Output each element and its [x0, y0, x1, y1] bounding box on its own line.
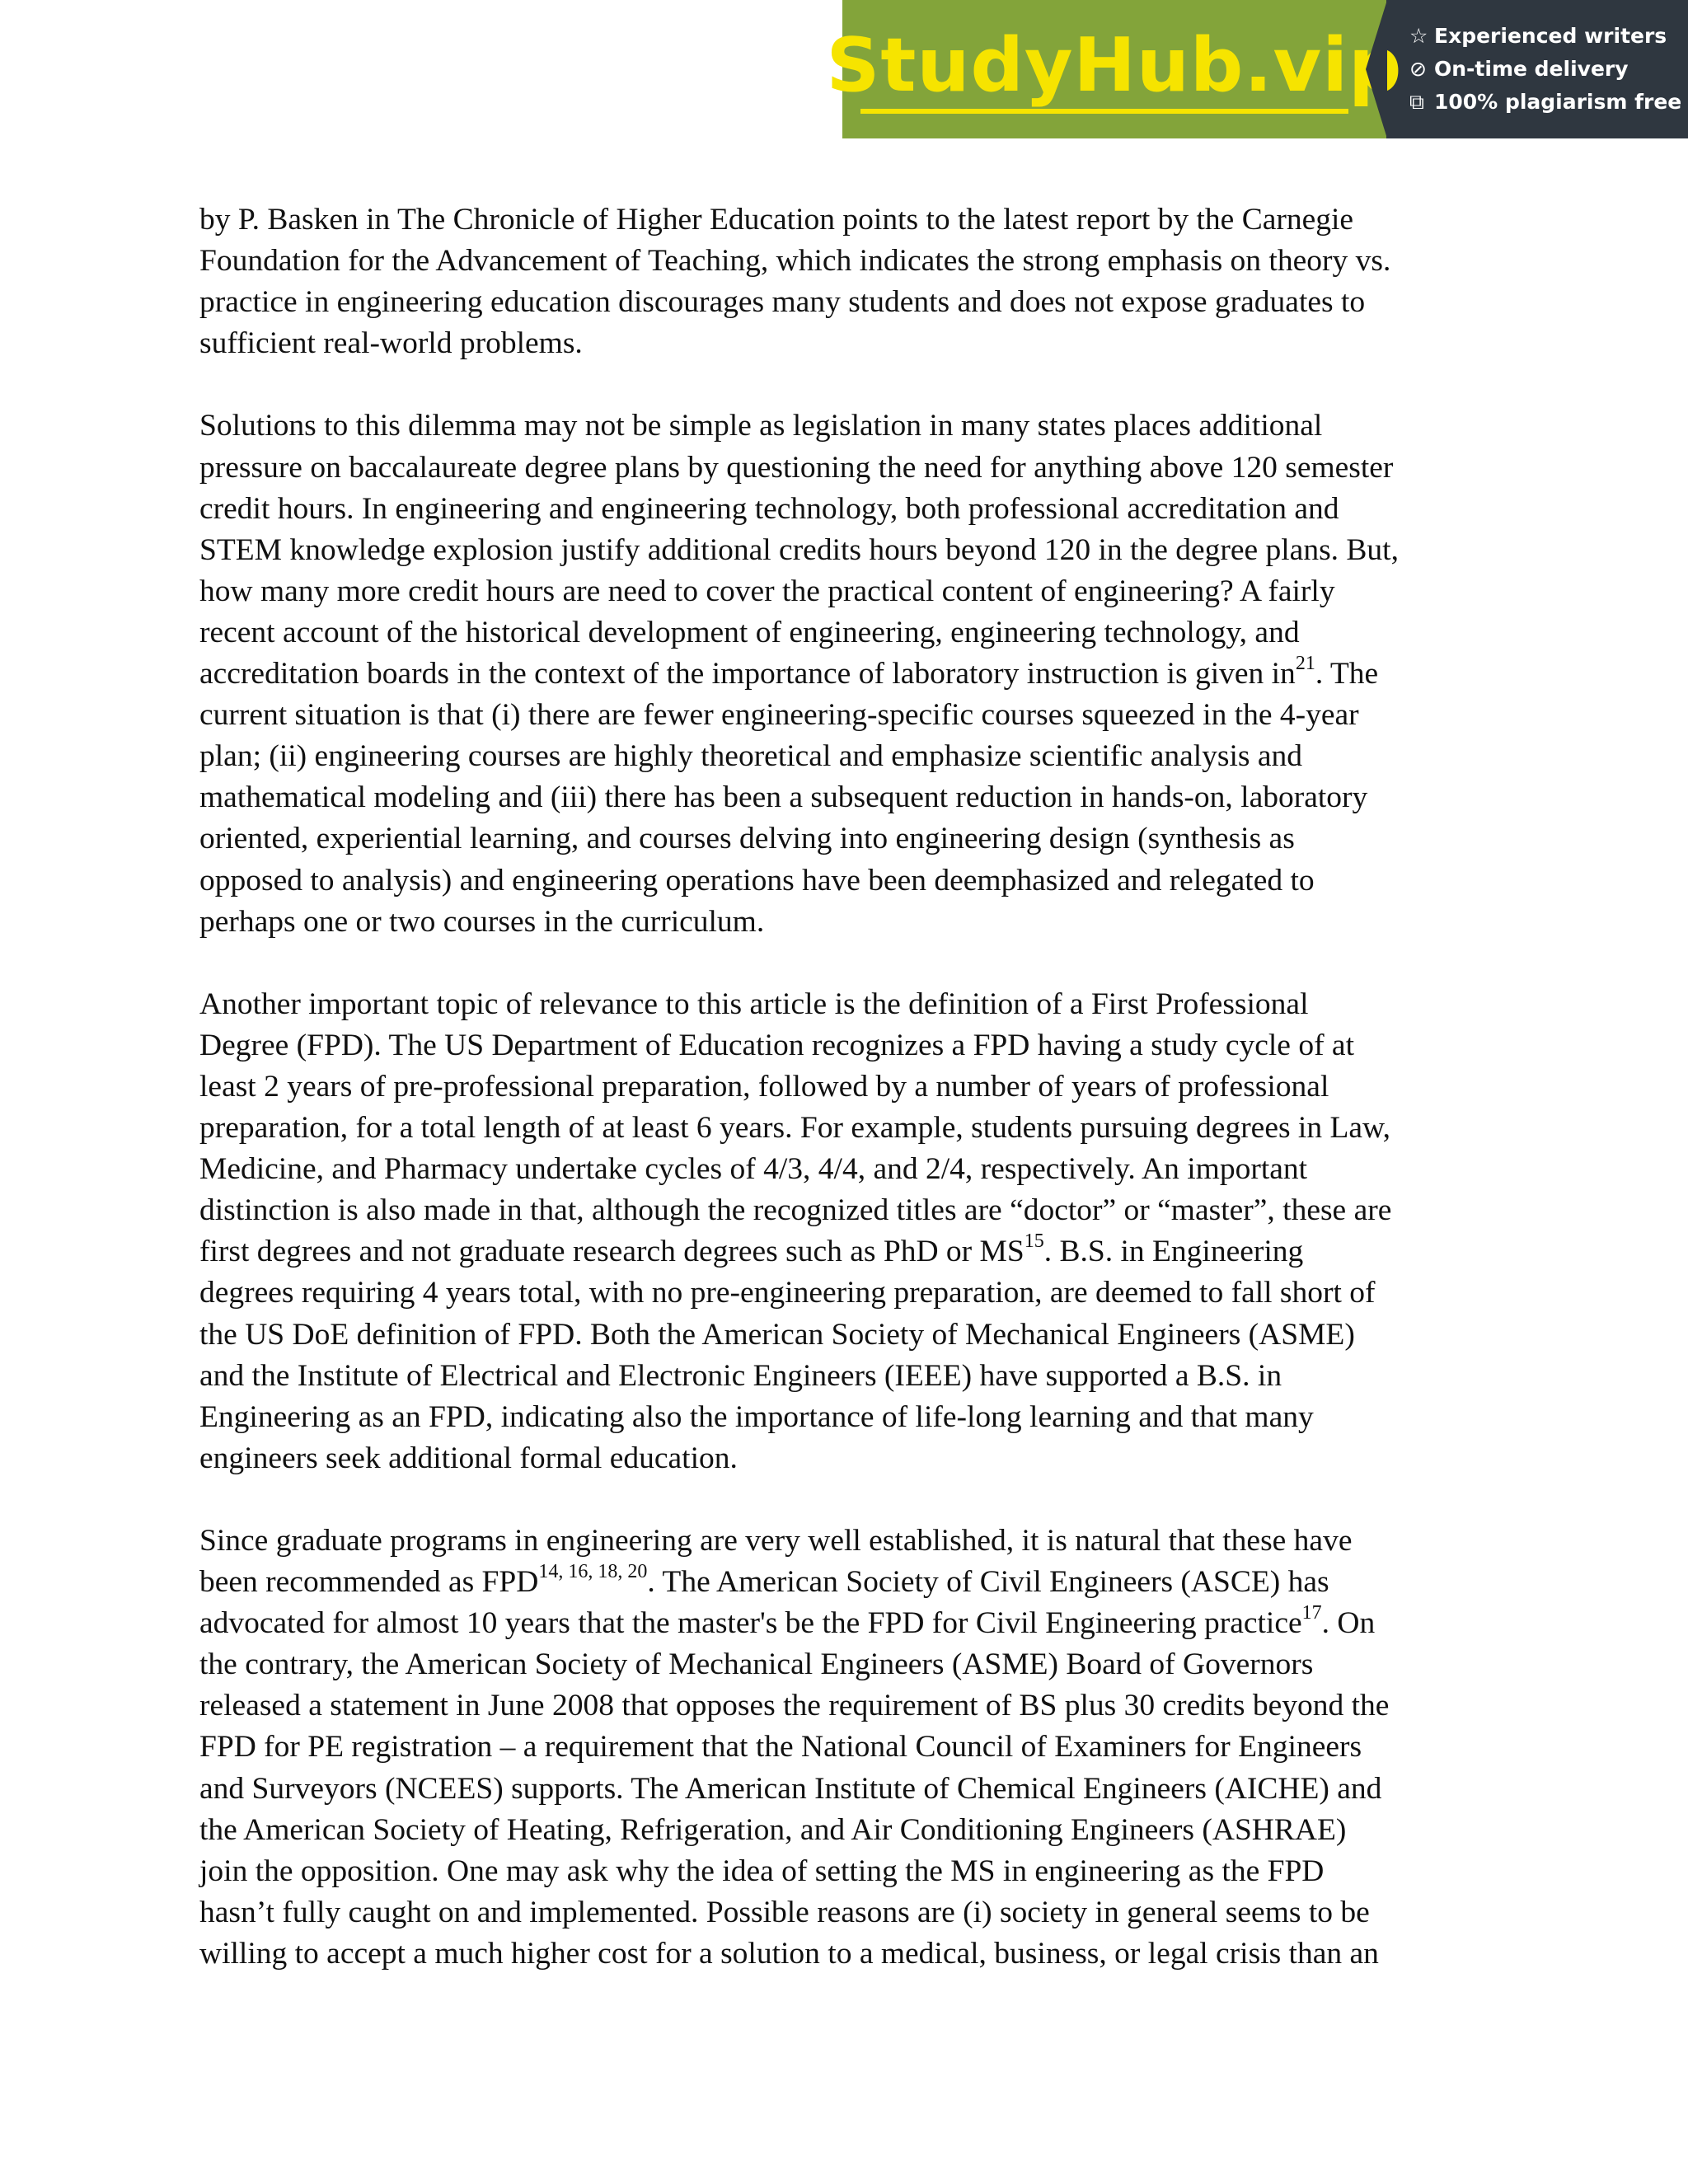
text-line: and Surveyors (NCEES) supports. The American Institute of Chemical Engineers (AICHE) and	[199, 1771, 1382, 1806]
text-line: practice in engineering education discourages many students and does not expose graduates to	[199, 285, 1366, 320]
text-line: the US DoE definition of FPD. Both the American Society of Mechanical Engineers (ASME)	[199, 1317, 1355, 1352]
text-segment: . The	[1315, 657, 1379, 691]
clock-icon: ⊘	[1409, 57, 1427, 81]
text-segment: . On	[1321, 1606, 1376, 1641]
text-line: Foundation for the Advancement of Teaching, which indicates the strong emphasis on theory vs.	[199, 244, 1391, 279]
banner-features	[1386, 0, 1688, 138]
document-body	[199, 199, 1502, 1975]
feature-plagiarism-free	[1409, 89, 1688, 115]
studyhub-logo[interactable]	[826, 0, 1403, 138]
text-line: willing to accept a much higher cost for a solution to a medical, business, or legal crisis than an	[199, 1936, 1379, 1971]
text-segment: accreditation boards in the context of the importance of laboratory instruction is given in	[199, 657, 1296, 691]
paragraph-2	[199, 405, 1502, 942]
text-line: mathematical modeling and (iii) there has been a subsequent reduction in hands-on, laboratory	[199, 780, 1368, 815]
text-segment: advocated for almost 10 years that the master's be the FPD for Civil Engineering practice	[199, 1606, 1302, 1641]
paragraph-1	[199, 199, 1502, 364]
text-line: least 2 years of pre-professional preparation, followed by a number of years of professional	[199, 1069, 1329, 1104]
text-line: FPD for PE registration – a requirement that the National Council of Examiners for Engineers	[199, 1730, 1362, 1765]
text-line: pressure on baccalaureate degree plans by questioning the need for anything above 120 semester	[199, 450, 1394, 485]
text-line: Degree (FPD). The US Department of Education recognizes a FPD having a study cycle of at	[199, 1028, 1354, 1062]
paragraph-gap	[199, 943, 1502, 984]
text-line: recent account of the historical development of engineering, engineering technology, and	[199, 615, 1300, 649]
paragraph-4	[199, 1521, 1502, 1975]
text-line: current situation is that (i) there are fewer engineering-specific courses squeezed in the 4-year	[199, 698, 1359, 733]
text-line	[199, 1603, 1502, 1644]
text-line: engineers seek additional formal education.	[199, 1441, 738, 1475]
feature-label: 100% plagiarism free	[1434, 90, 1682, 114]
text-line: Another important topic of relevance to this article is the definition of a First Professional	[199, 987, 1309, 1021]
text-line: Medicine, and Pharmacy undertake cycles of 4/3, 4/4, and 2/4, respectively. An important	[199, 1152, 1308, 1187]
text-line: degrees requiring 4 years total, with no pre-engineering preparation, are deemed to fall short of	[199, 1276, 1376, 1310]
text-line: join the opposition. One may ask why the idea of setting the MS in engineering as the FPD	[199, 1854, 1325, 1888]
text-line	[199, 1231, 1502, 1272]
citation-ref: 21	[1295, 652, 1315, 674]
text-line: preparation, for a total length of at least 6 years. For example, students pursuing degrees in Law,	[199, 1111, 1391, 1146]
banner-arrow-divider	[1366, 0, 1387, 138]
paragraph-3	[199, 984, 1502, 1479]
logo-underline	[860, 109, 1348, 114]
text-line: perhaps one or two courses in the curriculum.	[199, 904, 765, 939]
text-line: distinction is also made in that, although the recognized titles are “doctor” or “master”, these are	[199, 1193, 1392, 1228]
feature-on-time-delivery	[1409, 56, 1688, 82]
text-line: hasn’t fully caught on and implemented. Possible reasons are (i) society in general seems to be	[199, 1895, 1370, 1929]
text-segment: been recommended as FPD	[199, 1565, 539, 1600]
text-line: by P. Basken in The Chronicle of Higher Education points to the latest report by the Carnegie	[199, 203, 1354, 237]
text-line: opposed to analysis) and engineering operations have been deemphasized and relegated to	[199, 863, 1315, 898]
text-segment: . B.S. in Engineering	[1043, 1235, 1304, 1269]
paragraph-gap	[199, 1479, 1502, 1521]
text-line: and the Institute of Electrical and Electronic Engineers (IEEE) have supported a B.S. in	[199, 1358, 1282, 1393]
text-line: how many more credit hours are need to cover the practical content of engineering? A fairly	[199, 574, 1335, 608]
text-line: the American Society of Heating, Refrigeration, and Air Conditioning Engineers (ASHRAE)	[199, 1812, 1347, 1847]
citation-ref: 17	[1301, 1601, 1322, 1624]
star-icon: ☆	[1409, 24, 1428, 48]
text-line: sufficient real-world problems.	[199, 326, 583, 361]
text-line	[199, 654, 1502, 695]
studyhub-banner[interactable]	[826, 0, 1688, 138]
text-line	[199, 1562, 1502, 1603]
copy-icon: ⧉	[1409, 90, 1424, 114]
text-segment: . The American Society of Civil Engineers (ASCE) has	[647, 1565, 1329, 1600]
feature-experienced-writers	[1409, 23, 1688, 49]
logo-text: StudyHub.vip	[826, 22, 1403, 109]
citation-ref: 15	[1024, 1230, 1044, 1252]
text-line: Engineering as an FPD, indicating also the importance of life-long learning and that many	[199, 1399, 1314, 1434]
text-line: the contrary, the American Society of Mechanical Engineers (ASME) Board of Governors	[199, 1647, 1314, 1682]
paragraph-gap	[199, 364, 1502, 405]
text-segment: first degrees and not graduate research degrees such as PhD or MS	[199, 1235, 1025, 1269]
text-line: plan; (ii) engineering courses are highly theoretical and emphasize scientific analysis and	[199, 739, 1303, 774]
feature-label: Experienced writers	[1434, 24, 1667, 48]
feature-label: On-time delivery	[1434, 57, 1629, 81]
text-line: oriented, experiential learning, and courses delving into engineering design (synthesis as	[199, 822, 1295, 856]
text-line: Solutions to this dilemma may not be simple as legislation in many states places additional	[199, 409, 1323, 443]
citation-ref: 14, 16, 18, 20	[538, 1560, 648, 1582]
text-line: STEM knowledge explosion justify additional credits hours beyond 120 in the degree plans. But,	[199, 532, 1399, 567]
text-line: Since graduate programs in engineering are very well established, it is natural that these have	[199, 1524, 1353, 1558]
text-line: credit hours. In engineering and engineering technology, both professional accreditation and	[199, 491, 1339, 526]
text-line: released a statement in June 2008 that opposes the requirement of BS plus 30 credits beyond the	[199, 1689, 1390, 1723]
